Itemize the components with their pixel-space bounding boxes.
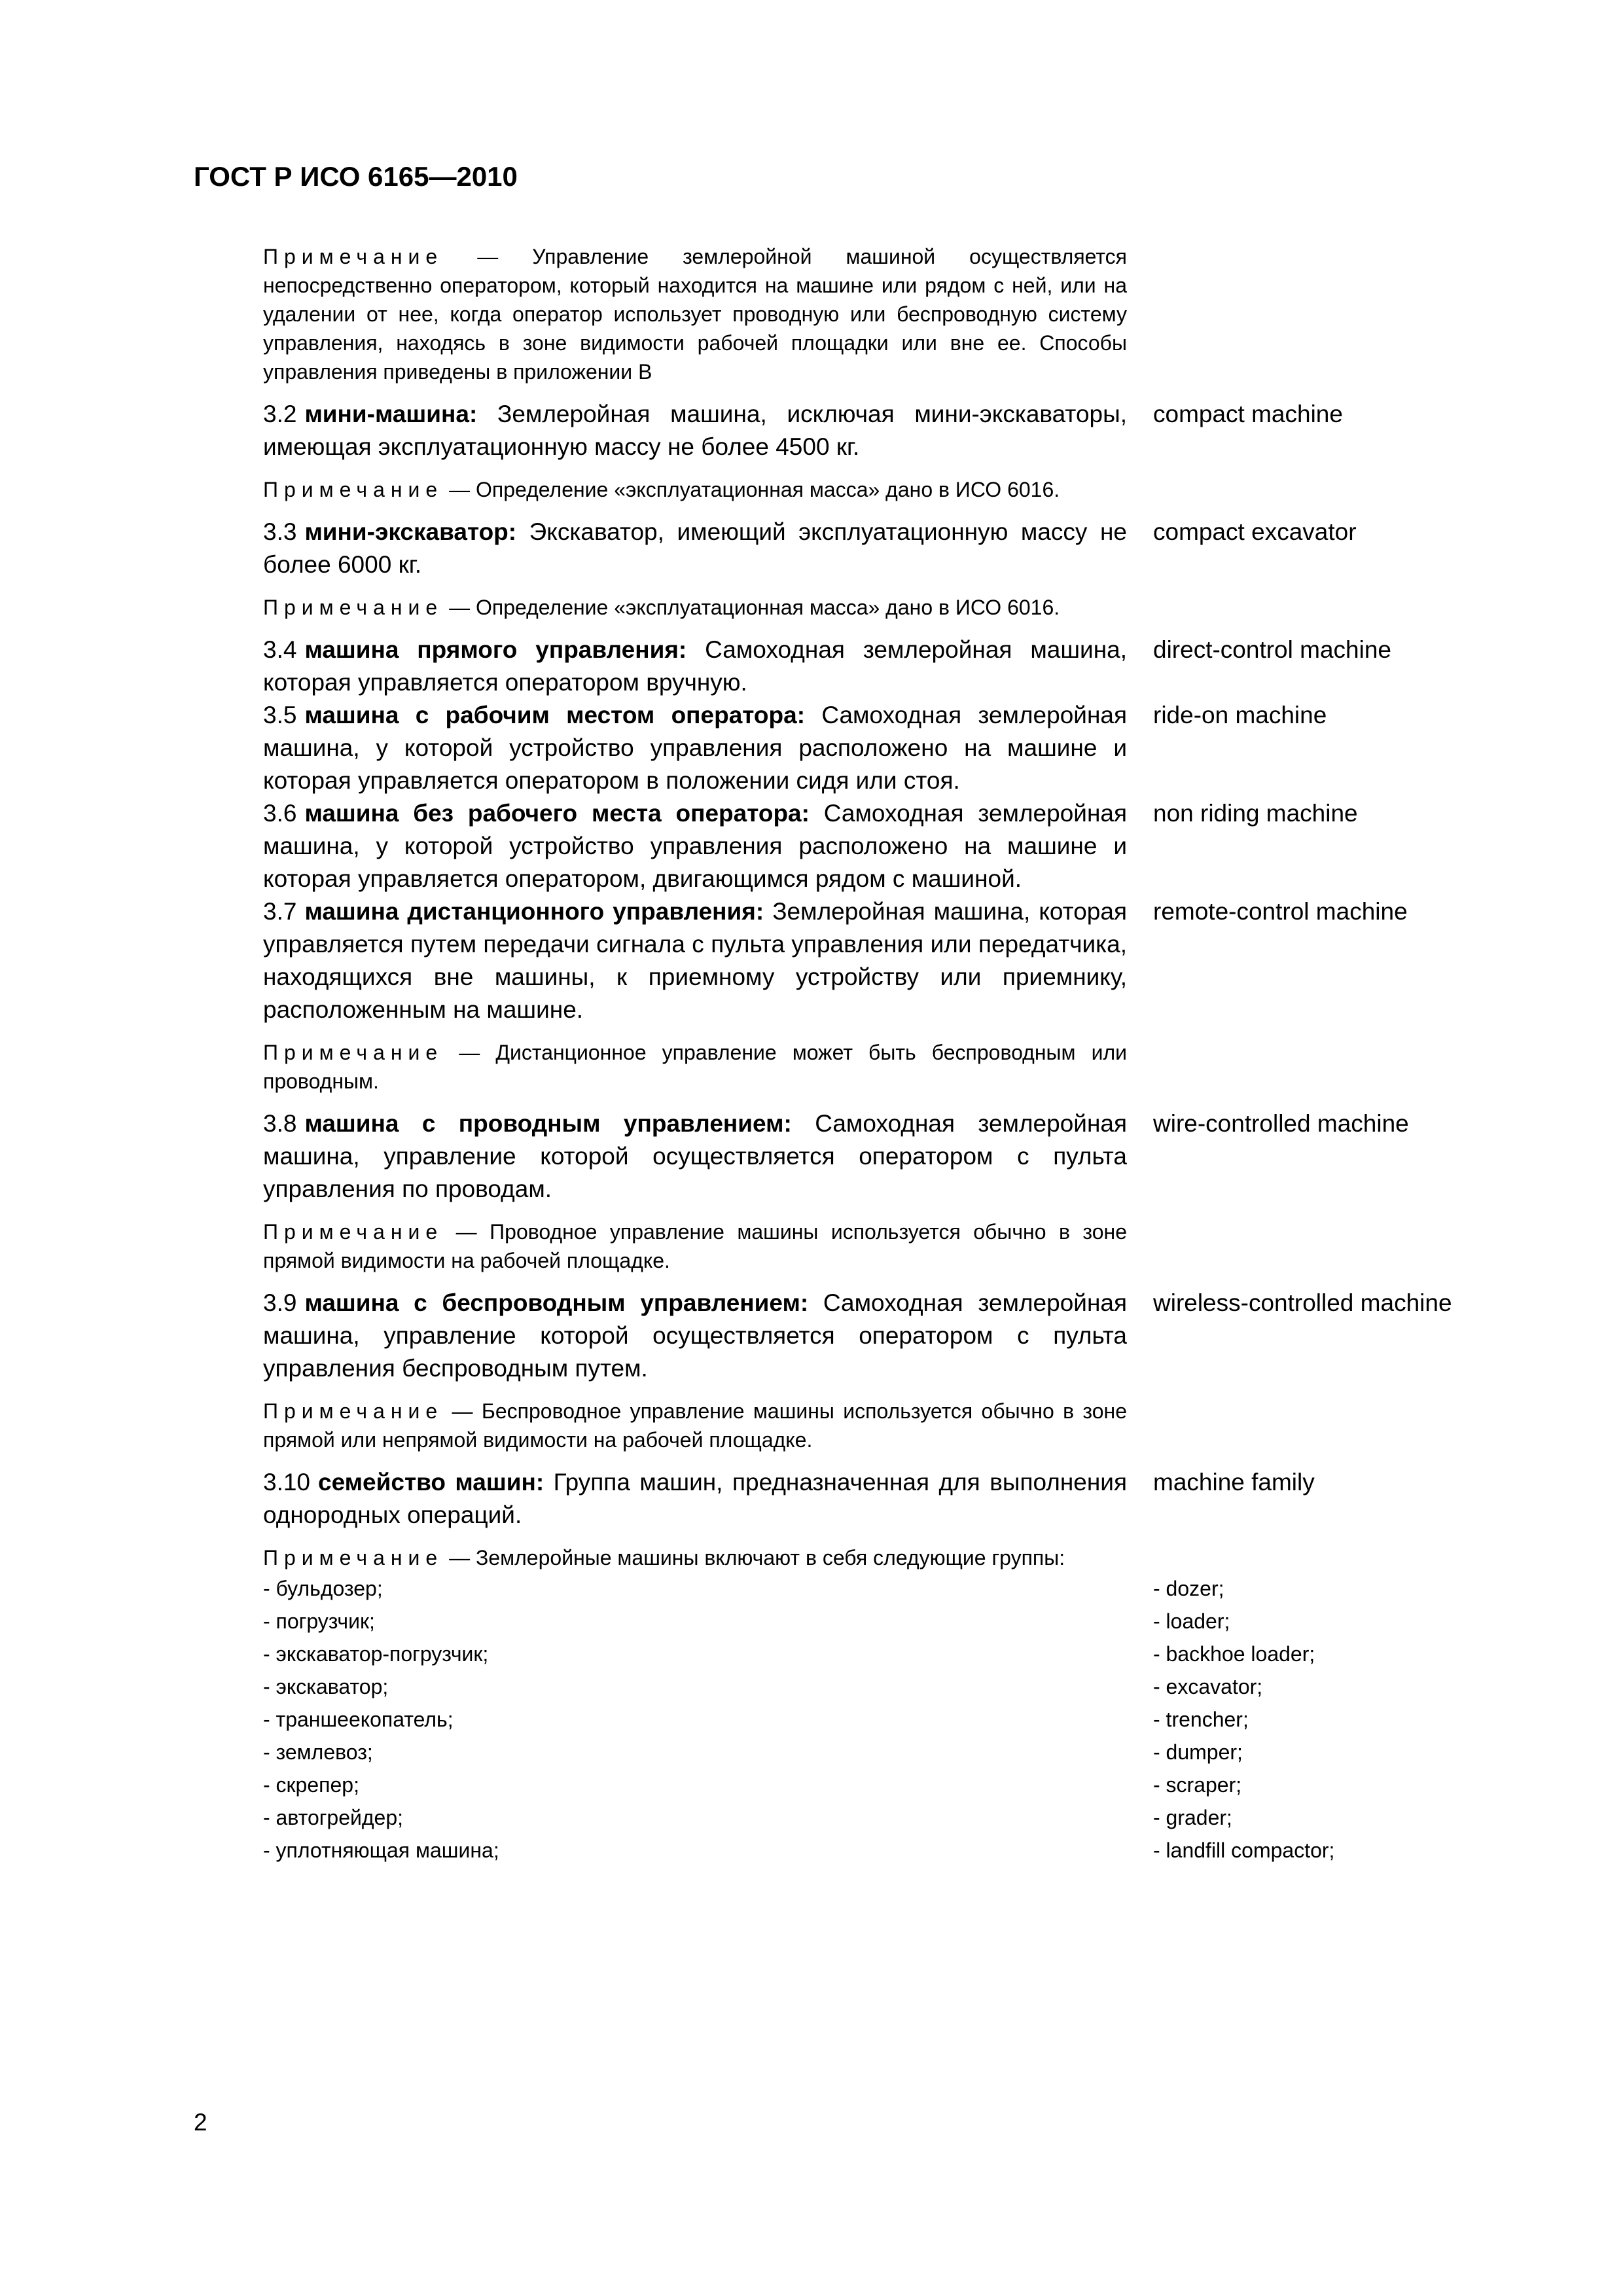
list-item: - экскаватор; - excavator; xyxy=(263,1675,1263,1698)
list-item: - траншеекопатель; - trencher; xyxy=(263,1708,1249,1731)
term-definition: Самоходная землеройная машина, у которой устройство управления расположено на машине и которая управляется оператором, двигающимся рядом с машиной. xyxy=(263,800,1127,892)
term-number: 3.10 xyxy=(263,1469,311,1496)
term-number: 3.5 xyxy=(263,702,297,728)
term-entry xyxy=(263,895,1520,1026)
term-definition: Группа машин, предназначенная для выполнения однородных операций. xyxy=(263,1469,1127,1528)
term-definition: Землеройная машина, исключая мини-экскаваторы, имеющая эксплуатационную массу не более 4500 кг. xyxy=(263,401,1127,460)
term-english: machine family xyxy=(1153,1469,1315,1496)
list-item: - бульдозер; - dozer; xyxy=(263,1577,1224,1600)
list-item: - уплотняющая машина; - landfill compactor; xyxy=(263,1839,1335,1862)
term-definition: Экскаватор, имеющий эксплуатационную массу не более 6000 кг. xyxy=(263,518,1127,578)
list-item: - погрузчик; - loader; xyxy=(263,1609,1230,1633)
term-number: 3.4 xyxy=(263,636,297,663)
page-content xyxy=(263,242,1520,1867)
term-entry xyxy=(263,1107,1520,1206)
term-title: семейство машин: xyxy=(318,1469,544,1496)
term-number: 3.2 xyxy=(263,401,297,427)
term-note: Примечание — Определение «эксплуатационная масса» дано в ИСО 6016. xyxy=(263,596,1060,619)
term-title: машина прямого управления: xyxy=(304,636,687,663)
term-note: Примечание — Определение «эксплуатационная масса» дано в ИСО 6016. xyxy=(263,478,1060,501)
term-entry xyxy=(263,634,1520,699)
term-number: 3.9 xyxy=(263,1289,297,1316)
term-title: машина без рабочего места оператора: xyxy=(304,800,810,827)
term-note: Примечание — Беспроводное управление машины используется обычно в зоне прямой или непрямой видимости на рабочей площадке. xyxy=(263,1399,1128,1452)
term-english: remote-control machine xyxy=(1153,898,1408,925)
note-label: Примечание xyxy=(263,245,444,268)
page-number: 2 xyxy=(194,2109,207,2136)
term-number: 3.6 xyxy=(263,800,297,827)
term-title: мини-машина: xyxy=(304,401,478,427)
term-entry xyxy=(263,398,1520,463)
term-entry xyxy=(263,1466,1520,1532)
term-title: машина с беспроводным управлением: xyxy=(304,1289,809,1316)
term-title: мини-экскаватор: xyxy=(304,518,517,545)
term-english: wireless-controlled machine xyxy=(1153,1289,1452,1316)
term-definition: Самоходная землеройная машина, управление которой осуществляется оператором с пульта управления беспроводным путем. xyxy=(263,1289,1127,1382)
term-entry xyxy=(263,1287,1520,1385)
note-text: Управление землеройной машиной осуществляется непосредственно оператором, который находится на машине или рядом с ней, или на удалении от нее, когда оператор использует проводную или беспроводную систему управления, находясь в зоне видимости рабочей площадки или вне ее. Способы управления приведены в приложении В xyxy=(263,245,1128,384)
term-number: 3.3 xyxy=(263,518,297,545)
term-title: машина дистанционного управления: xyxy=(304,898,764,925)
intro-note: Примечание — Управление землеройной машиной осуществляется непосредственно оператором, который находится на машине или рядом с ней, или на удалении от нее, когда оператор использует проводную или беспроводную систему управления, находясь в зоне видимости рабочей площадки или вне ее. Способы управления приведены в приложении В xyxy=(263,245,1128,384)
term-number: 3.8 xyxy=(263,1110,297,1137)
term-title: машина с проводным управлением: xyxy=(304,1110,792,1137)
term-english: ride-on machine xyxy=(1153,702,1327,728)
term-entry xyxy=(263,516,1520,581)
term-entry xyxy=(263,699,1520,797)
term-english: compact excavator xyxy=(1153,518,1357,545)
list-item: - землевоз; - dumper; xyxy=(263,1740,1243,1764)
term-english: direct-control machine xyxy=(1153,636,1391,663)
document-header: ГОСТ Р ИСО 6165—2010 xyxy=(194,161,518,192)
term-entry xyxy=(263,797,1520,895)
term-definition: Самоходная землеройная машина, у которой устройство управления расположено на машине и которая управляется оператором в положении сидя или стоя. xyxy=(263,702,1127,794)
term-note: Примечание — Дистанционное управление может быть беспроводным или проводным. xyxy=(263,1041,1128,1093)
term-definition: Землеройная машина, которая управляется путем передачи сигнала с пульта управления или передатчика, находящихся вне машины, к приемному устройству или приемнику, расположенным на машине. xyxy=(263,898,1127,1023)
term-definition: Самоходная землеройная машина, которая управляется оператором вручную. xyxy=(263,636,1127,696)
term-english: compact machine xyxy=(1153,401,1343,427)
term-note: Примечание — Землеройные машины включают в себя следующие группы: xyxy=(263,1546,1065,1570)
term-definition: Самоходная землеройная машина, управление которой осуществляется оператором с пульта управления по проводам. xyxy=(263,1110,1127,1202)
term-title: машина с рабочим местом оператора: xyxy=(304,702,806,728)
machine-group-list xyxy=(263,1572,1520,1867)
term-note: Примечание — Проводное управление машины используется обычно в зоне прямой видимости на рабочей площадке. xyxy=(263,1220,1128,1272)
term-english: non riding machine xyxy=(1153,800,1358,827)
list-item: - экскаватор-погрузчик; - backhoe loader; xyxy=(263,1642,1315,1666)
list-item: - автогрейдер; - grader; xyxy=(263,1806,1232,1829)
term-number: 3.7 xyxy=(263,898,297,925)
term-english: wire-controlled machine xyxy=(1153,1110,1409,1137)
list-item: - скрепер; - scraper; xyxy=(263,1773,1242,1797)
